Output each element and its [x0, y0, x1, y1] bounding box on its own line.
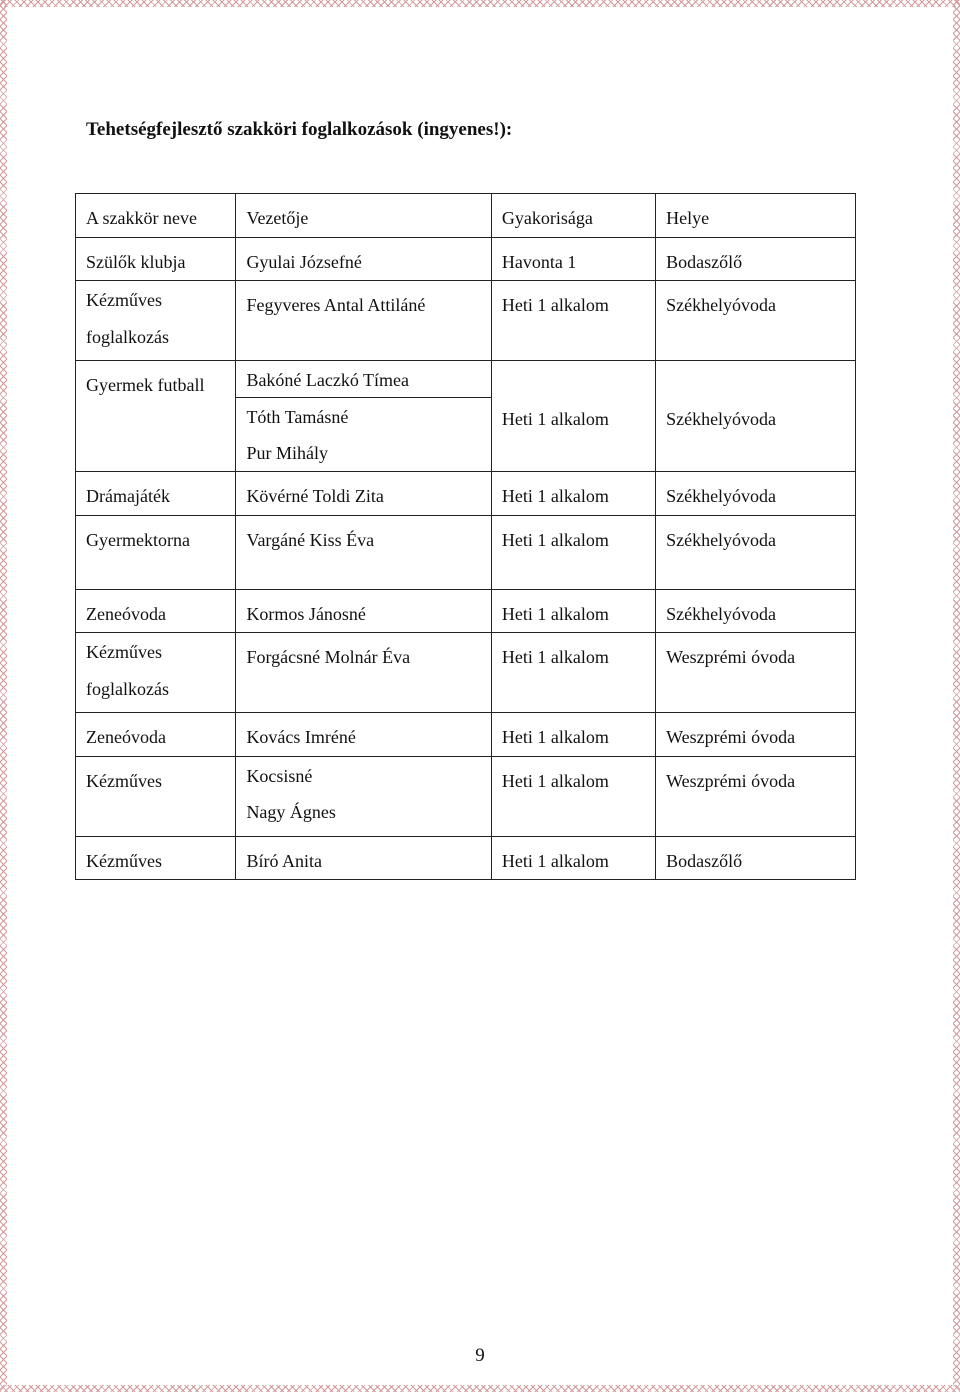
cell-name: Drámajáték: [76, 472, 236, 516]
cell-leader-line: Nagy Ágnes: [246, 802, 336, 822]
border-left: [0, 0, 7, 1392]
table-row: [76, 756, 856, 836]
cell-place: Székhelyóvoda: [656, 515, 856, 589]
cell-leader: Bíró Anita: [236, 836, 491, 880]
cell-name: Zeneóvoda: [76, 589, 236, 633]
border-right: [953, 0, 960, 1392]
cell-frequency: Heti 1 alkalom: [491, 515, 655, 589]
cell-leader: Vargáné Kiss Éva: [236, 515, 491, 589]
table-row: [76, 472, 856, 516]
cell-name: Zeneóvoda: [76, 713, 236, 757]
cell-place: Bodaszőlő: [656, 836, 856, 880]
border-top: [0, 0, 960, 7]
cell-frequency: Heti 1 alkalom: [491, 589, 655, 633]
cell-frequency: Heti 1 alkalom: [491, 836, 655, 880]
header-frequency: Gyakorisága: [491, 194, 655, 238]
cell-name-line: foglalkozás: [86, 678, 169, 699]
cell-frequency: Heti 1 alkalom: [491, 361, 655, 472]
page-heading: Tehetségfejlesztő szakköri foglalkozások (ingyenes!):: [86, 119, 513, 140]
header-leader: Vezetője: [236, 194, 491, 238]
cell-place: Székhelyóvoda: [656, 589, 856, 633]
cell-place: Székhelyóvoda: [656, 472, 856, 516]
cell-place: Székhelyóvoda: [656, 281, 856, 361]
cell-leader-line: Pur Mihály: [246, 443, 328, 463]
table-row: [76, 836, 856, 880]
cell-leader-line: Bakóné Laczkó Tímea: [236, 361, 490, 398]
table-row: [76, 633, 856, 713]
page-number: 9: [475, 1345, 485, 1366]
table-row: [76, 237, 856, 281]
cell-leader: Kövérné Toldi Zita: [236, 472, 491, 516]
cell-name: Szülők klubja: [76, 237, 236, 281]
club-table: [75, 193, 856, 880]
cell-leaders-nested: [236, 361, 491, 472]
border-bottom: [0, 1385, 960, 1392]
cell-leader: Gyulai Józsefné: [236, 237, 491, 281]
cell-name-line: Kézműves: [86, 290, 162, 310]
cell-place: Weszprémi óvoda: [656, 713, 856, 757]
cell-name: [76, 281, 236, 361]
cell-frequency: Heti 1 alkalom: [491, 633, 655, 713]
cell-frequency: Heti 1 alkalom: [491, 756, 655, 836]
table-row: [76, 515, 856, 589]
table-row: [76, 281, 856, 361]
cell-name-line: Kézműves: [86, 642, 162, 662]
cell-place: Weszprémi óvoda: [656, 633, 856, 713]
cell-leader: Fegyveres Antal Attiláné: [236, 281, 491, 361]
table-row: [76, 713, 856, 757]
table-row: [76, 589, 856, 633]
header-place: Helye: [656, 194, 856, 238]
cell-name: [76, 633, 236, 713]
cell-leader: Kormos Jánosné: [236, 589, 491, 633]
header-name: A szakkör neve: [76, 194, 236, 238]
cell-name: Gyermek futball: [76, 361, 236, 472]
cell-leader: Forgácsné Molnár Éva: [236, 633, 491, 713]
cell-place: Bodaszőlő: [656, 237, 856, 281]
cell-name-line: foglalkozás: [86, 326, 169, 347]
cell-name: Kézműves: [76, 836, 236, 880]
cell-place: Weszprémi óvoda: [656, 756, 856, 836]
table-header-row: [76, 194, 856, 238]
cell-frequency: Heti 1 alkalom: [491, 713, 655, 757]
cell-frequency: Havonta 1: [491, 237, 655, 281]
cell-frequency: Heti 1 alkalom: [491, 472, 655, 516]
cell-leader: Kovács Imréné: [236, 713, 491, 757]
cell-name: Gyermektorna: [76, 515, 236, 589]
table-row: [76, 361, 856, 472]
cell-name: Kézműves: [76, 756, 236, 836]
cell-frequency: Heti 1 alkalom: [491, 281, 655, 361]
cell-leader: [236, 756, 491, 836]
cell-leader-line: Kocsisné: [246, 765, 313, 786]
cell-place: Székhelyóvoda: [656, 361, 856, 472]
cell-leader-line: Tóth Tamásné: [246, 406, 349, 427]
